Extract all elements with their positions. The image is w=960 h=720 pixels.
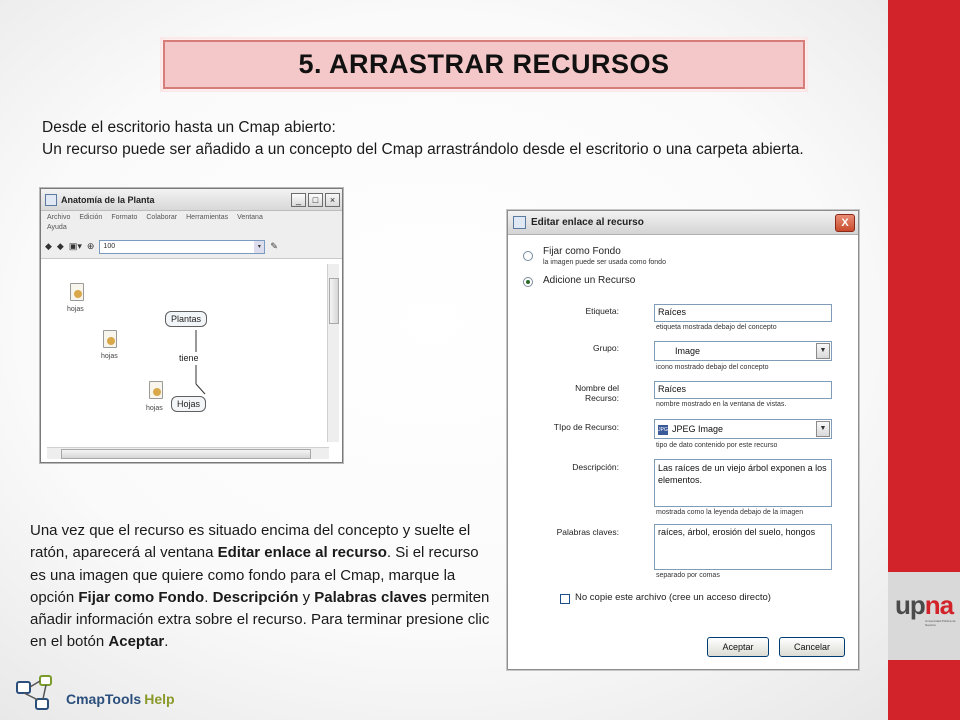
menu-archivo[interactable]: Archivo xyxy=(47,214,71,221)
file-icon[interactable] xyxy=(103,330,117,348)
etiqueta-input[interactable]: Raíces xyxy=(654,304,832,322)
grupo-select[interactable] xyxy=(654,341,832,361)
edit-resource-dialog xyxy=(507,210,859,670)
nombre-label: Nombre del Recurso: xyxy=(575,383,619,403)
cmap-window-title: Anatomía de la Planta xyxy=(61,194,155,205)
no-copiar-checkbox[interactable] xyxy=(560,594,570,604)
slide-title-box xyxy=(163,40,805,89)
menu-herramientas[interactable]: Herramientas xyxy=(186,214,229,221)
descripcion-label: Descripción: xyxy=(572,462,619,472)
descripcion-hint: mostrada como la leyenda debajo de la imagen xyxy=(656,509,804,516)
para-bold: Descripción xyxy=(212,588,299,606)
para-text: permiten añadir información extra sobre el recurso. Para terminar presione clic en el botón xyxy=(30,588,490,651)
grupo-value: Image xyxy=(675,346,701,356)
intro-text xyxy=(42,117,842,161)
file-label: hojas xyxy=(67,306,84,313)
etiqueta-hint: etiqueta mostrada debajo del concepto xyxy=(656,324,777,331)
para-bold: Aceptar xyxy=(108,633,165,651)
para-bold: Fijar como Fondo xyxy=(78,588,205,606)
cmap-app-icon xyxy=(45,194,57,206)
forward-arrow-icon[interactable]: ◆ xyxy=(56,241,64,251)
menu-ventana[interactable]: Ventana xyxy=(237,214,263,221)
para-text: y xyxy=(298,588,315,606)
tipo-label: TIpo de Recurso: xyxy=(553,422,619,432)
upna-logo xyxy=(895,592,957,636)
file-icon[interactable] xyxy=(149,381,163,399)
nombre-input[interactable]: Raíces xyxy=(654,381,832,399)
cmaptools-logo-word: CmapTools xyxy=(66,691,142,707)
dialog-titlebar xyxy=(508,211,858,235)
concept-plantas[interactable]: Plantas xyxy=(165,311,207,327)
chevron-down-icon[interactable]: ▾ xyxy=(254,241,264,253)
aceptar-button[interactable]: Aceptar xyxy=(707,637,769,657)
para-text: . xyxy=(164,633,169,651)
para-text: . Si el recurso es una imagen que quiere como fondo para el Cmap, marque la opción xyxy=(30,544,479,606)
cmap-menubar xyxy=(41,211,342,224)
minimize-icon[interactable]: _ xyxy=(291,193,306,207)
jpeg-icon: JPG xyxy=(658,426,668,433)
cmap-window-titlebar xyxy=(41,189,342,211)
intro-line-2: Un recurso puede ser añadido a un concepto del Cmap arrastrándolo desde el escritorio o una carpeta abierta. xyxy=(42,141,804,158)
no-copiar-label: No copie este archivo (cree un acceso directo) xyxy=(575,592,771,603)
zoom-value: 100 xyxy=(103,242,116,250)
linking-phrase[interactable]: tiene xyxy=(179,353,199,363)
horizontal-scrollbar[interactable] xyxy=(47,447,329,459)
grupo-label: Grupo: xyxy=(593,343,619,353)
upna-logo-up: up xyxy=(895,590,925,620)
cancelar-button[interactable]: Cancelar xyxy=(779,637,845,657)
cmap-menubar-row2 xyxy=(41,224,342,235)
zoom-icon[interactable]: ⊕ xyxy=(86,241,95,251)
palabras-textarea[interactable]: raíces, árbol, erosión del suelo, hongos xyxy=(654,524,832,570)
dialog-body xyxy=(508,235,858,669)
menu-colaborar[interactable]: Colaborar xyxy=(146,214,178,221)
tipo-hint: tipo de dato contenido por este recurso xyxy=(656,442,778,449)
maximize-icon[interactable]: □ xyxy=(308,193,323,207)
instructions-paragraph xyxy=(30,520,495,654)
cmaptools-logo-icon xyxy=(12,672,72,716)
view-toggle-icon[interactable]: ▣▾ xyxy=(68,241,82,251)
upna-logo-na: na xyxy=(924,590,954,620)
cmap-window xyxy=(40,188,343,463)
para-text: . xyxy=(204,588,213,606)
radio-fijar-fondo[interactable] xyxy=(523,251,533,261)
cmaptools-help-logo xyxy=(12,672,175,716)
grupo-hint: icono mostrado debajo del concepto xyxy=(656,364,769,371)
concept-hojas[interactable]: Hojas xyxy=(171,396,206,412)
back-arrow-icon[interactable]: ◆ xyxy=(45,241,52,251)
scroll-thumb[interactable] xyxy=(61,449,311,459)
file-icon[interactable] xyxy=(70,283,84,301)
dialog-title: Editar enlace al recurso xyxy=(531,217,644,228)
upna-logo-subtitle: Universidad Pública de Navarra xyxy=(925,619,956,627)
palabras-label: Palabras claves: xyxy=(556,527,619,537)
para-text: Una vez que el recurso es situado encima del concepto y suelte el ratón, aparecerá al ventana xyxy=(30,522,471,562)
cmap-canvas[interactable] xyxy=(47,264,327,442)
menu-edicion[interactable]: Edición xyxy=(79,214,103,221)
style-palette-icon[interactable]: ✎ xyxy=(270,241,278,251)
radio-adicione-recurso-label: Adicione un Recurso xyxy=(543,275,636,286)
palabras-hint: separado por comas xyxy=(656,572,720,579)
menu-ayuda[interactable]: Ayuda xyxy=(47,224,67,231)
radio-fijar-fondo-hint: la imagen puede ser usada como fondo xyxy=(543,259,666,266)
zoom-field[interactable] xyxy=(99,240,265,254)
menu-formato[interactable]: Formato xyxy=(111,214,138,221)
intro-line-1: Desde el escritorio hasta un Cmap abierto: xyxy=(42,119,336,136)
tipo-value: JPEG Image xyxy=(672,424,724,434)
descripcion-textarea[interactable]: Las raíces de un viejo árbol exponen a los elementos. xyxy=(654,459,832,507)
nombre-hint: nombre mostrado en la ventana de vistas. xyxy=(656,401,787,408)
close-icon[interactable]: × xyxy=(325,193,340,207)
etiqueta-label: Etiqueta: xyxy=(585,306,619,316)
dialog-close-button[interactable]: X xyxy=(835,214,855,232)
para-bold: Editar enlace al recurso xyxy=(217,544,387,562)
chevron-down-icon[interactable]: ▼ xyxy=(816,343,830,359)
cmaptools-logo-text xyxy=(66,691,175,707)
chevron-down-icon[interactable]: ▼ xyxy=(816,421,830,437)
radio-fijar-fondo-label: Fijar como Fondo xyxy=(543,246,621,257)
cmaptools-logo-help: Help xyxy=(144,691,175,707)
para-bold: Palabras claves xyxy=(314,588,427,606)
slide-title: 5. ARRASTRAR RECURSOS xyxy=(298,49,670,79)
dialog-app-icon xyxy=(513,216,526,229)
scroll-thumb[interactable] xyxy=(329,278,339,324)
file-label: hojas xyxy=(101,353,118,360)
file-label: hojas xyxy=(146,405,163,412)
tipo-select[interactable] xyxy=(654,419,832,439)
radio-adicione-recurso[interactable] xyxy=(523,277,533,287)
vertical-scrollbar[interactable] xyxy=(327,264,339,442)
cmap-toolbar xyxy=(41,235,342,259)
